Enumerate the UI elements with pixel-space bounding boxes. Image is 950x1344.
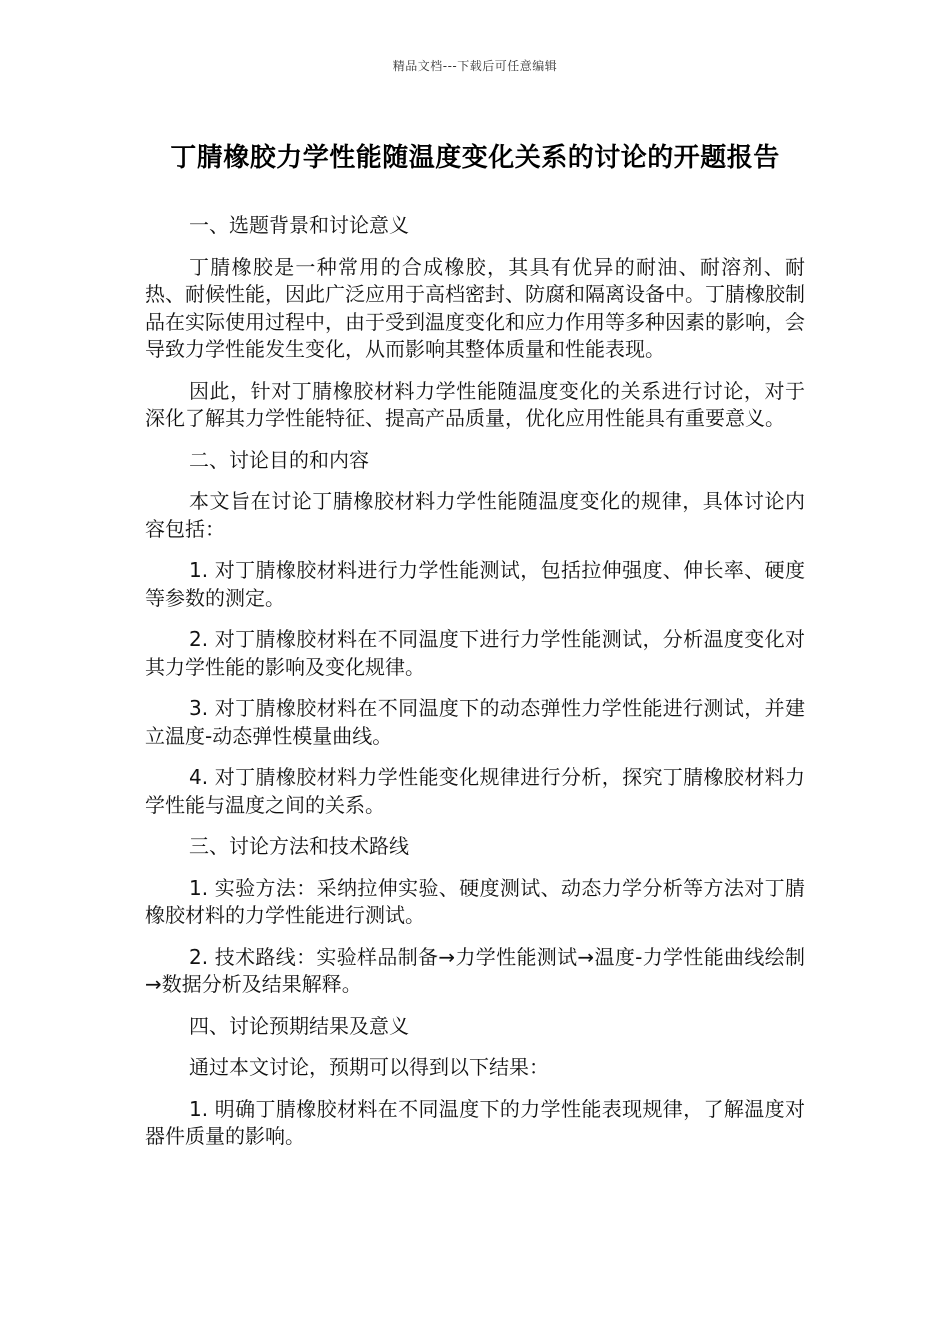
list-item: 1. 明确丁腈橡胶材料在不同温度下的力学性能表现规律，了解温度对器件质量的影响。 xyxy=(145,1096,805,1148)
list-item: 4. 对丁腈橡胶材料力学性能变化规律进行分析，探究丁腈橡胶材料力学性能与温度之间的关系。 xyxy=(145,765,805,817)
paragraph: 本文旨在讨论丁腈橡胶材料力学性能随温度变化的规律，具体讨论内容包括： xyxy=(145,489,805,541)
list-item: 1. 实验方法：采纳拉伸实验、硬度测试、动态力学分析等方法对丁腈橡胶材料的力学性能进行测试。 xyxy=(145,875,805,927)
section-heading-1: 一、选题背景和讨论意义 xyxy=(189,213,409,237)
document-body xyxy=(145,212,805,1165)
section-heading-2: 二、讨论目的和内容 xyxy=(189,447,369,472)
list-item: 2. 对丁腈橡胶材料在不同温度下进行力学性能测试，分析温度变化对其力学性能的影响及变化规律。 xyxy=(145,627,805,679)
paragraph: 因此，针对丁腈橡胶材料力学性能随温度变化的关系进行讨论，对于深化了解其力学性能特征、提高产品质量，优化应用性能具有重要意义。 xyxy=(145,378,805,430)
list-item: 1. 对丁腈橡胶材料进行力学性能测试，包括拉伸强度、伸长率、硬度等参数的测定。 xyxy=(145,558,805,610)
paragraph: 通过本文讨论，预期可以得到以下结果： xyxy=(189,1055,549,1079)
list-item: 2. 技术路线：实验样品制备→力学性能测试→温度-力学性能曲线绘制→数据分析及结果解释。 xyxy=(145,944,805,996)
document-title: 丁腈橡胶力学性能随温度变化关系的讨论的开题报告 xyxy=(170,143,780,173)
header-note: 精品文档---下载后可任意编辑 xyxy=(392,59,558,73)
paragraph: 丁腈橡胶是一种常用的合成橡胶，其具有优异的耐油、耐溶剂、耐热、耐候性能，因此广泛应用于高档密封、防腐和隔离设备中。丁腈橡胶制品在实际使用过程中，由于受到温度变化和应力作用等多种因素的影响，会导致力学性能发生变化，从而影响其整体质量和性能表现。 xyxy=(145,254,805,361)
section-heading-3: 三、讨论方法和技术路线 xyxy=(189,834,409,858)
section-heading-4: 四、讨论预期结果及意义 xyxy=(189,1013,409,1038)
list-item: 3. 对丁腈橡胶材料在不同温度下的动态弹性力学性能进行测试，并建立温度-动态弹性模量曲线。 xyxy=(145,696,805,748)
